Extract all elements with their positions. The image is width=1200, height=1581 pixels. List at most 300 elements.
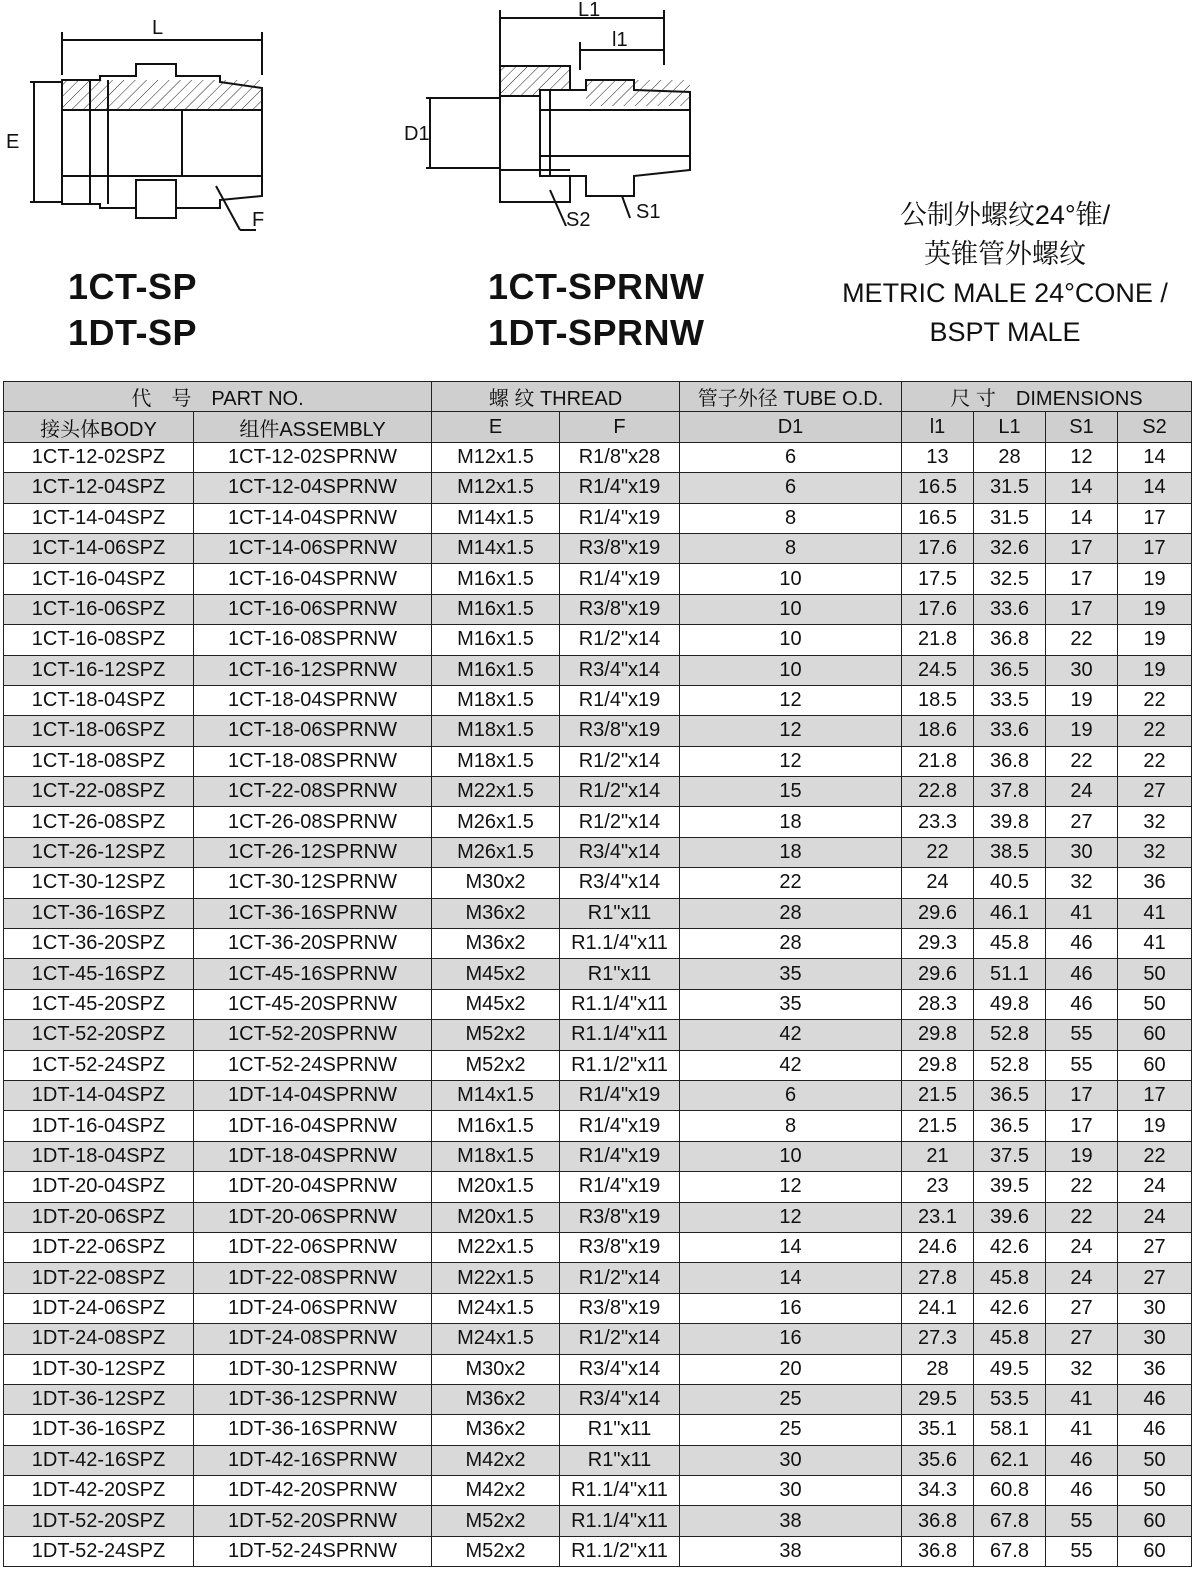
col-assembly: 组件ASSEMBLY (194, 412, 432, 442)
cell-s2: 17 (1118, 1080, 1192, 1110)
cell-f: R1/8"x28 (560, 442, 680, 472)
desc-line-cn-1: 公制外螺纹24°锥/ (899, 200, 1111, 230)
cell-f: R1.1/4"x11 (560, 1476, 680, 1506)
cell-e: M14x1.5 (432, 533, 560, 563)
sprnw-fitting-drawing (390, 0, 710, 240)
cell-assembly: 1DT-22-06SPRNW (194, 1232, 432, 1262)
cell-s2: 22 (1118, 716, 1192, 746)
cell-assembly: 1CT-16-12SPRNW (194, 655, 432, 685)
cell-l1-short: 21.5 (902, 1080, 974, 1110)
cell-l1-short: 29.6 (902, 959, 974, 989)
cell-body: 1DT-52-20SPZ (4, 1506, 194, 1536)
cell-assembly: 1DT-18-04SPRNW (194, 1141, 432, 1171)
cell-assembly: 1DT-16-04SPRNW (194, 1111, 432, 1141)
cell-l1-short: 22.8 (902, 777, 974, 807)
cell-body: 1CT-52-24SPZ (4, 1050, 194, 1080)
cell-l1-short: 29.5 (902, 1384, 974, 1414)
cell-body: 1DT-52-24SPZ (4, 1536, 194, 1566)
cell-l1-long: 52.8 (974, 1050, 1046, 1080)
cell-d1: 28 (680, 929, 902, 959)
cell-s1: 46 (1046, 989, 1118, 1019)
cell-d1: 16 (680, 1293, 902, 1323)
cell-s2: 50 (1118, 1445, 1192, 1475)
cell-l1-long: 33.6 (974, 594, 1046, 624)
cell-d1: 18 (680, 807, 902, 837)
cell-e: M14x1.5 (432, 1080, 560, 1110)
cell-s1: 27 (1046, 1293, 1118, 1323)
cell-s1: 24 (1046, 1232, 1118, 1262)
cell-e: M16x1.5 (432, 655, 560, 685)
cell-d1: 25 (680, 1384, 902, 1414)
cell-body: 1DT-36-16SPZ (4, 1415, 194, 1445)
cell-body: 1CT-26-12SPZ (4, 837, 194, 867)
cell-l1-long: 32.5 (974, 564, 1046, 594)
cell-body: 1CT-45-20SPZ (4, 989, 194, 1019)
cell-s2: 14 (1118, 442, 1192, 472)
cell-d1: 12 (680, 1172, 902, 1202)
cell-s2: 36 (1118, 1354, 1192, 1384)
cell-body: 1CT-30-12SPZ (4, 868, 194, 898)
cell-l1-short: 17.6 (902, 533, 974, 563)
table-row (4, 1415, 1192, 1445)
cell-s1: 46 (1046, 929, 1118, 959)
cell-d1: 10 (680, 564, 902, 594)
cell-f: R1.1/4"x11 (560, 929, 680, 959)
cell-e: M20x1.5 (432, 1202, 560, 1232)
cell-f: R1/2"x14 (560, 746, 680, 776)
cell-l1-short: 29.6 (902, 898, 974, 928)
cell-s1: 46 (1046, 1476, 1118, 1506)
label-s2: S2 (566, 209, 591, 231)
cell-body: 1DT-18-04SPZ (4, 1141, 194, 1171)
cell-l1-long: 32.6 (974, 533, 1046, 563)
label-e: E (6, 131, 20, 153)
cell-s1: 12 (1046, 442, 1118, 472)
cell-l1-long: 67.8 (974, 1506, 1046, 1536)
table-row (4, 533, 1192, 563)
cell-d1: 14 (680, 1263, 902, 1293)
cell-s2: 27 (1118, 1232, 1192, 1262)
cell-l1-short: 29.3 (902, 929, 974, 959)
cell-l1-long: 39.8 (974, 807, 1046, 837)
col-body: 接头体BODY (4, 412, 194, 442)
cell-d1: 8 (680, 503, 902, 533)
table-row (4, 777, 1192, 807)
cell-e: M22x1.5 (432, 1232, 560, 1262)
cell-l1-short: 28.3 (902, 989, 974, 1019)
cell-body: 1CT-16-04SPZ (4, 564, 194, 594)
cell-d1: 20 (680, 1354, 902, 1384)
cell-assembly: 1CT-52-20SPRNW (194, 1020, 432, 1050)
cell-e: M14x1.5 (432, 503, 560, 533)
cell-l1-long: 36.8 (974, 746, 1046, 776)
cell-l1-short: 27.8 (902, 1263, 974, 1293)
cell-body: 1CT-18-04SPZ (4, 685, 194, 715)
cell-s2: 22 (1118, 746, 1192, 776)
cell-e: M20x1.5 (432, 1172, 560, 1202)
cell-e: M42x2 (432, 1476, 560, 1506)
cell-body: 1DT-24-08SPZ (4, 1324, 194, 1354)
cell-body: 1CT-16-08SPZ (4, 625, 194, 655)
cell-assembly: 1CT-12-04SPRNW (194, 473, 432, 503)
cell-s2: 60 (1118, 1536, 1192, 1566)
cell-e: M18x1.5 (432, 685, 560, 715)
cell-body: 1DT-42-20SPZ (4, 1476, 194, 1506)
cell-e: M52x2 (432, 1020, 560, 1050)
cell-f: R3/8"x19 (560, 716, 680, 746)
cell-s2: 19 (1118, 1111, 1192, 1141)
cell-d1: 8 (680, 533, 902, 563)
cell-l1-short: 22 (902, 837, 974, 867)
cell-body: 1CT-26-08SPZ (4, 807, 194, 837)
cell-s1: 27 (1046, 1324, 1118, 1354)
cell-l1-short: 18.5 (902, 685, 974, 715)
cell-body: 1CT-45-16SPZ (4, 959, 194, 989)
cell-e: M52x2 (432, 1050, 560, 1080)
cell-l1-short: 21.8 (902, 746, 974, 776)
cell-assembly: 1CT-22-08SPRNW (194, 777, 432, 807)
header-tube-od: 管子外径 TUBE O.D. (680, 382, 902, 412)
cell-e: M24x1.5 (432, 1324, 560, 1354)
cell-assembly: 1DT-24-06SPRNW (194, 1293, 432, 1323)
cell-e: M16x1.5 (432, 1111, 560, 1141)
model-1dt-sp: 1DT-SP (68, 312, 198, 353)
table-row (4, 1384, 1192, 1414)
cell-s1: 22 (1046, 1202, 1118, 1232)
cell-body: 1CT-12-02SPZ (4, 442, 194, 472)
cell-f: R3/4"x14 (560, 655, 680, 685)
cell-assembly: 1CT-18-06SPRNW (194, 716, 432, 746)
cell-f: R3/8"x19 (560, 1232, 680, 1262)
cell-s1: 17 (1046, 594, 1118, 624)
cell-l1-short: 27.3 (902, 1324, 974, 1354)
cell-l1-long: 40.5 (974, 868, 1046, 898)
cell-l1-short: 16.5 (902, 473, 974, 503)
cell-f: R1"x11 (560, 1445, 680, 1475)
table-row (4, 473, 1192, 503)
desc-line-en-1: METRIC MALE 24°CONE / (842, 278, 1168, 308)
cell-l1-short: 24.5 (902, 655, 974, 685)
cell-l1-short: 35.6 (902, 1445, 974, 1475)
cell-l1-long: 60.8 (974, 1476, 1046, 1506)
cell-l1-long: 67.8 (974, 1536, 1046, 1566)
cell-l1-long: 36.5 (974, 655, 1046, 685)
col-d1: D1 (680, 412, 902, 442)
cell-f: R3/4"x14 (560, 868, 680, 898)
cell-d1: 10 (680, 625, 902, 655)
cell-e: M26x1.5 (432, 807, 560, 837)
fitting-description (820, 196, 1190, 352)
cell-body: 1DT-20-04SPZ (4, 1172, 194, 1202)
cell-e: M30x2 (432, 1354, 560, 1384)
cell-l1-long: 31.5 (974, 503, 1046, 533)
cell-d1: 18 (680, 837, 902, 867)
cell-f: R1/4"x19 (560, 1080, 680, 1110)
cell-d1: 8 (680, 1111, 902, 1141)
cell-e: M18x1.5 (432, 1141, 560, 1171)
cell-l1-short: 21.8 (902, 625, 974, 655)
cell-l1-short: 24.6 (902, 1232, 974, 1262)
header-dimensions: 尺 寸 DIMENSIONS (902, 382, 1192, 412)
desc-line-cn-2: 英锥管外螺纹 (924, 239, 1086, 269)
table-row (4, 655, 1192, 685)
cell-l1-short: 13 (902, 442, 974, 472)
label-d1: D1 (404, 123, 430, 145)
cell-assembly: 1CT-36-16SPRNW (194, 898, 432, 928)
cell-assembly: 1DT-36-16SPRNW (194, 1415, 432, 1445)
table-row (4, 442, 1192, 472)
cell-l1-long: 51.1 (974, 959, 1046, 989)
cell-s1: 30 (1046, 655, 1118, 685)
table-row (4, 929, 1192, 959)
cell-s2: 50 (1118, 1476, 1192, 1506)
table-row (4, 716, 1192, 746)
cell-l1-short: 23.1 (902, 1202, 974, 1232)
cell-d1: 12 (680, 716, 902, 746)
cell-e: M18x1.5 (432, 746, 560, 776)
dimensions-table (3, 381, 1192, 1567)
cell-f: R1/4"x19 (560, 685, 680, 715)
cell-assembly: 1DT-22-08SPRNW (194, 1263, 432, 1293)
cell-l1-long: 45.8 (974, 1263, 1046, 1293)
cell-f: R1.1/2"x11 (560, 1050, 680, 1080)
cell-l1-short: 23.3 (902, 807, 974, 837)
table-row (4, 989, 1192, 1019)
cell-e: M16x1.5 (432, 625, 560, 655)
cell-l1-short: 17.5 (902, 564, 974, 594)
cell-d1: 12 (680, 685, 902, 715)
cell-s1: 46 (1046, 1445, 1118, 1475)
cell-s1: 17 (1046, 564, 1118, 594)
cell-f: R3/8"x19 (560, 1202, 680, 1232)
model-1ct-sp: 1CT-SP (68, 266, 198, 307)
cell-s1: 55 (1046, 1536, 1118, 1566)
cell-assembly: 1CT-45-20SPRNW (194, 989, 432, 1019)
cell-s1: 27 (1046, 807, 1118, 837)
table-row (4, 807, 1192, 837)
cell-e: M36x2 (432, 1384, 560, 1414)
col-f: F (560, 412, 680, 442)
cell-assembly: 1CT-16-06SPRNW (194, 594, 432, 624)
cell-l1-long: 39.5 (974, 1172, 1046, 1202)
header-part-no: 代 号 PART NO. (4, 382, 432, 412)
cell-s1: 32 (1046, 868, 1118, 898)
table-row (4, 959, 1192, 989)
cell-assembly: 1CT-18-08SPRNW (194, 746, 432, 776)
cell-s2: 14 (1118, 473, 1192, 503)
column-header-row (4, 412, 1192, 442)
cell-assembly: 1CT-45-16SPRNW (194, 959, 432, 989)
cell-l1-long: 33.5 (974, 685, 1046, 715)
cell-s2: 19 (1118, 625, 1192, 655)
model-center (488, 264, 705, 356)
cell-f: R1.1/4"x11 (560, 1020, 680, 1050)
cell-s2: 30 (1118, 1324, 1192, 1354)
cell-e: M16x1.5 (432, 564, 560, 594)
cell-body: 1CT-14-04SPZ (4, 503, 194, 533)
cell-f: R1/2"x14 (560, 777, 680, 807)
cell-f: R3/8"x19 (560, 1293, 680, 1323)
cell-f: R1/2"x14 (560, 625, 680, 655)
cell-f: R3/8"x19 (560, 594, 680, 624)
cell-f: R1/2"x14 (560, 807, 680, 837)
cell-s1: 55 (1046, 1506, 1118, 1536)
cell-s1: 55 (1046, 1020, 1118, 1050)
cell-f: R3/4"x14 (560, 1354, 680, 1384)
label-l: L (152, 17, 164, 39)
table-row (4, 1050, 1192, 1080)
cell-f: R3/4"x14 (560, 837, 680, 867)
cell-body: 1DT-16-04SPZ (4, 1111, 194, 1141)
table-row (4, 1080, 1192, 1110)
cell-l1-short: 24 (902, 868, 974, 898)
col-l1-short: l1 (902, 412, 974, 442)
table-row (4, 1324, 1192, 1354)
cell-s1: 41 (1046, 1384, 1118, 1414)
cell-body: 1CT-14-06SPZ (4, 533, 194, 563)
cell-assembly: 1DT-20-06SPRNW (194, 1202, 432, 1232)
cell-e: M22x1.5 (432, 1263, 560, 1293)
cell-assembly: 1CT-52-24SPRNW (194, 1050, 432, 1080)
col-s2: S2 (1118, 412, 1192, 442)
cell-s2: 50 (1118, 989, 1192, 1019)
cell-s2: 60 (1118, 1506, 1192, 1536)
cell-f: R1"x11 (560, 898, 680, 928)
cell-s2: 41 (1118, 929, 1192, 959)
cell-l1-long: 42.6 (974, 1232, 1046, 1262)
cell-l1-long: 36.5 (974, 1080, 1046, 1110)
table-row (4, 594, 1192, 624)
cell-d1: 10 (680, 594, 902, 624)
cell-s2: 19 (1118, 564, 1192, 594)
cell-s2: 19 (1118, 594, 1192, 624)
table-row (4, 625, 1192, 655)
cell-l1-long: 31.5 (974, 473, 1046, 503)
cell-body: 1CT-18-08SPZ (4, 746, 194, 776)
label-f: F (252, 209, 265, 231)
table-row (4, 1263, 1192, 1293)
cell-body: 1DT-36-12SPZ (4, 1384, 194, 1414)
cell-l1-long: 58.1 (974, 1415, 1046, 1445)
cell-s2: 32 (1118, 807, 1192, 837)
cell-f: R1.1/4"x11 (560, 989, 680, 1019)
label-l1-lower: l1 (612, 29, 628, 51)
cell-assembly: 1CT-30-12SPRNW (194, 868, 432, 898)
cell-s1: 30 (1046, 837, 1118, 867)
cell-d1: 15 (680, 777, 902, 807)
cell-d1: 30 (680, 1445, 902, 1475)
cell-body: 1DT-30-12SPZ (4, 1354, 194, 1384)
cell-s1: 17 (1046, 533, 1118, 563)
cell-s2: 46 (1118, 1384, 1192, 1414)
table-row (4, 503, 1192, 533)
header-area (0, 0, 1200, 380)
cell-body: 1CT-36-20SPZ (4, 929, 194, 959)
cell-assembly: 1CT-26-08SPRNW (194, 807, 432, 837)
cell-body: 1CT-18-06SPZ (4, 716, 194, 746)
cell-l1-short: 16.5 (902, 503, 974, 533)
table-row (4, 1111, 1192, 1141)
cell-d1: 16 (680, 1324, 902, 1354)
cell-s2: 19 (1118, 655, 1192, 685)
cell-body: 1DT-24-06SPZ (4, 1293, 194, 1323)
cell-s1: 32 (1046, 1354, 1118, 1384)
cell-d1: 10 (680, 655, 902, 685)
table-body (4, 442, 1192, 1566)
cell-s1: 19 (1046, 1141, 1118, 1171)
cell-body: 1CT-12-04SPZ (4, 473, 194, 503)
col-e: E (432, 412, 560, 442)
cell-assembly: 1DT-20-04SPRNW (194, 1172, 432, 1202)
cell-s1: 55 (1046, 1050, 1118, 1080)
cell-l1-long: 39.6 (974, 1202, 1046, 1232)
cell-s1: 46 (1046, 959, 1118, 989)
cell-s2: 22 (1118, 685, 1192, 715)
table-row (4, 1445, 1192, 1475)
cell-body: 1DT-22-06SPZ (4, 1232, 194, 1262)
cell-e: M24x1.5 (432, 1293, 560, 1323)
cell-l1-long: 53.5 (974, 1384, 1046, 1414)
cell-f: R3/4"x14 (560, 1384, 680, 1414)
cell-d1: 28 (680, 898, 902, 928)
cell-d1: 6 (680, 1080, 902, 1110)
cell-s2: 60 (1118, 1020, 1192, 1050)
cell-f: R1/4"x19 (560, 473, 680, 503)
cell-body: 1DT-20-06SPZ (4, 1202, 194, 1232)
cell-l1-long: 45.8 (974, 1324, 1046, 1354)
cell-f: R1/2"x14 (560, 1324, 680, 1354)
cell-l1-long: 33.6 (974, 716, 1046, 746)
cell-f: R1.1/2"x11 (560, 1536, 680, 1566)
cell-s2: 17 (1118, 503, 1192, 533)
cell-assembly: 1CT-12-02SPRNW (194, 442, 432, 472)
table-row (4, 1141, 1192, 1171)
cell-s1: 17 (1046, 1111, 1118, 1141)
cell-f: R1/4"x19 (560, 1141, 680, 1171)
table-row (4, 837, 1192, 867)
table-row (4, 1476, 1192, 1506)
cell-f: R1/4"x19 (560, 564, 680, 594)
cell-s1: 19 (1046, 685, 1118, 715)
cell-s1: 22 (1046, 625, 1118, 655)
cell-s2: 22 (1118, 1141, 1192, 1171)
table-row (4, 1172, 1192, 1202)
cell-e: M42x2 (432, 1445, 560, 1475)
cell-assembly: 1CT-26-12SPRNW (194, 837, 432, 867)
cell-d1: 12 (680, 746, 902, 776)
cell-e: M30x2 (432, 868, 560, 898)
cell-e: M36x2 (432, 898, 560, 928)
cell-l1-short: 36.8 (902, 1536, 974, 1566)
cell-assembly: 1DT-52-20SPRNW (194, 1506, 432, 1536)
cell-body: 1CT-16-12SPZ (4, 655, 194, 685)
cell-e: M45x2 (432, 959, 560, 989)
table-row (4, 1202, 1192, 1232)
table-row (4, 1506, 1192, 1536)
cell-l1-long: 38.5 (974, 837, 1046, 867)
cell-d1: 14 (680, 1232, 902, 1262)
cell-s2: 36 (1118, 868, 1192, 898)
cell-e: M36x2 (432, 929, 560, 959)
cell-assembly: 1CT-18-04SPRNW (194, 685, 432, 715)
cell-body: 1CT-16-06SPZ (4, 594, 194, 624)
cell-l1-long: 46.1 (974, 898, 1046, 928)
cell-d1: 38 (680, 1536, 902, 1566)
cell-l1-short: 21 (902, 1141, 974, 1171)
cell-s1: 22 (1046, 1172, 1118, 1202)
cell-d1: 42 (680, 1020, 902, 1050)
cell-s2: 30 (1118, 1293, 1192, 1323)
